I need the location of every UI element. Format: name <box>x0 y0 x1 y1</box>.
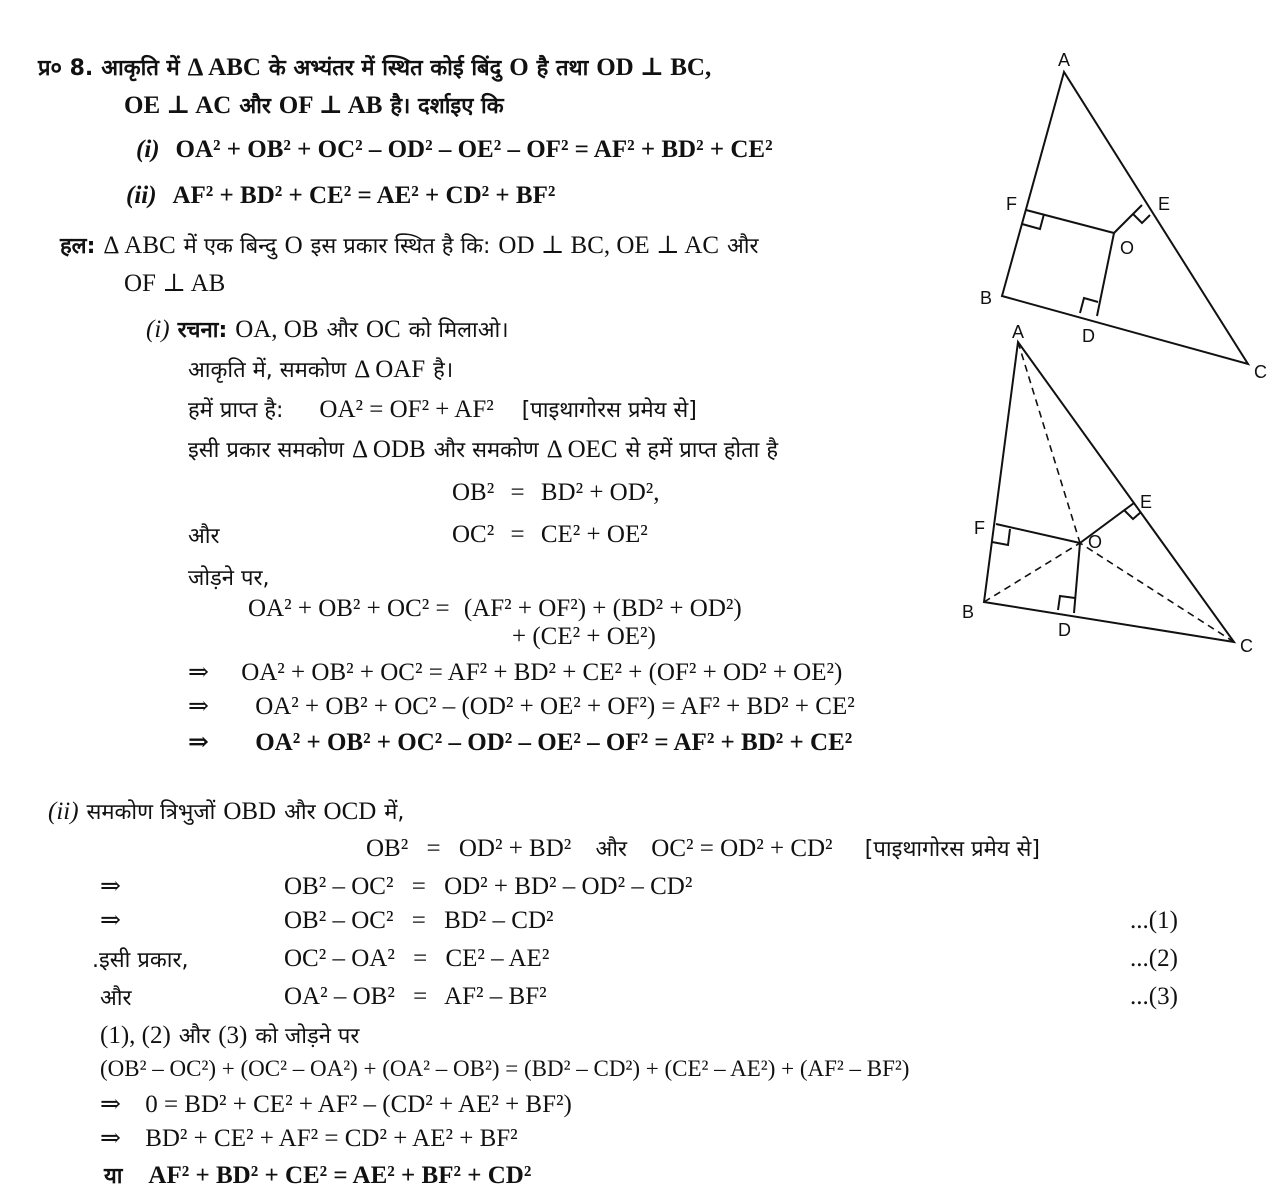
eq-rhs: (AF² + OF²) + (BD² + OD²) <box>463 595 742 622</box>
equation: BD² + CE² + AF² = CD² + AE² + BF² <box>145 1125 518 1152</box>
question-text: है तथा <box>536 56 589 81</box>
step-3 <box>188 728 852 758</box>
pythagoras-line <box>188 394 697 426</box>
point-label-o: O <box>1088 532 1103 552</box>
question-part-ii <box>126 180 555 211</box>
point-label-e: E <box>1158 194 1171 214</box>
question-math: Δ ABC <box>187 54 261 81</box>
math-text: OCD <box>323 798 377 825</box>
eq-rhs: AF² – BF² <box>444 983 547 1010</box>
step-2 <box>188 692 855 722</box>
part-ii-big-equation <box>100 1054 909 1084</box>
hindi-text: इस प्रकार स्थित है कि: <box>310 234 491 259</box>
question-number: प्र० 8. <box>38 56 94 81</box>
question-text: है। दर्शाइए कि <box>390 94 504 119</box>
equation: OA² + OB² + OC² – OD² – OE² – OF² = AF² + BD² + CE² <box>255 729 853 756</box>
eq-lhs: OB² <box>366 835 409 862</box>
hindi-text: और समकोण <box>433 438 539 463</box>
question-line-2 <box>124 90 504 122</box>
hindi-text: में एक बिन्दु <box>183 234 277 259</box>
part-ii-row-1 <box>366 834 1040 865</box>
reason-text: [पाइथागोरस प्रमेय से] <box>521 398 697 423</box>
equation: OA² + OB² + OC² – (OD² + OE² + OF²) = AF² + BD² + CE² <box>255 693 855 720</box>
hindi-text: और <box>727 234 759 259</box>
vertex-label-a: A <box>1058 50 1071 70</box>
dashed-line-ob <box>984 543 1080 602</box>
math-text: (3) <box>218 1022 248 1049</box>
part-ii-row-5-label <box>100 982 132 1014</box>
math-text: OA, OB <box>235 316 319 343</box>
implies-sign: ⇒ <box>100 1091 121 1118</box>
equation: OA² + OB² + OC² – OD² – OE² – OF² = AF² + BD² + CE² <box>175 136 773 163</box>
question-math: OD ⊥ BC, <box>596 54 712 81</box>
vertex-label-b: B <box>962 602 975 622</box>
eq-tag: ...(2) <box>1130 945 1178 972</box>
eq-lhs: OA² – OB² <box>284 983 395 1010</box>
hindi-text: हमें प्राप्त है: <box>188 398 284 423</box>
eq-tag: ...(1) <box>1130 907 1178 934</box>
math-text: (1), (2) <box>100 1022 171 1049</box>
eq-rhs: OD² + BD² – OD² – CD² <box>444 873 693 900</box>
equation-tag-1 <box>1130 906 1178 936</box>
point-label-f: F <box>1006 194 1017 214</box>
eq-sign: = <box>510 521 525 548</box>
hindi-text: आकृति में, समकोण <box>188 358 347 383</box>
eq-tag: ...(3) <box>1130 983 1178 1010</box>
adding-line <box>188 562 269 594</box>
eq-lhs: OB² <box>452 479 495 506</box>
eq-lhs: OB² – OC² <box>284 873 394 900</box>
vertex-label-c: C <box>1240 636 1253 656</box>
sum-line-1 <box>248 594 742 624</box>
final-equation: AF² + BD² + CE² = AE² + BF² + CD² <box>148 1162 532 1189</box>
part-ii-step-1 <box>100 1090 572 1120</box>
part-ii-row-4 <box>284 944 549 974</box>
part-ii-intro <box>48 796 404 828</box>
eq-lhs: OC² <box>452 521 495 548</box>
hindi-text: और <box>178 1024 211 1049</box>
dashed-line-oa <box>1018 342 1080 543</box>
question-text: और <box>239 94 271 119</box>
math-text: O <box>284 232 303 259</box>
perpendicular-od <box>1074 543 1080 613</box>
point-label-f: F <box>974 518 985 538</box>
part-ii-row-2 <box>284 872 692 902</box>
eq-sign: = <box>411 907 426 934</box>
right-angle-mark-d <box>1080 298 1098 313</box>
part-label: (ii) <box>126 182 157 209</box>
question-text: के अभ्यंतर में स्थित कोई बिंदु <box>268 56 502 81</box>
right-angle-mark-e <box>1133 214 1150 223</box>
question-line-1 <box>38 52 711 84</box>
reason-text: [पाइथागोरस प्रमेय से] <box>864 837 1040 862</box>
implies-sign: ⇒ <box>100 873 121 900</box>
part-label: (ii) <box>48 798 79 825</box>
math-text: OBD <box>223 798 277 825</box>
vertex-label-c: C <box>1254 362 1267 382</box>
part-ii-adding <box>100 1020 359 1052</box>
and-label <box>188 520 220 552</box>
question-text: आकृति में <box>101 56 180 81</box>
perpendicular-od <box>1097 233 1114 316</box>
triangle-figure-2 <box>958 318 1268 667</box>
eq-rhs: OD² + BD² <box>458 835 572 862</box>
dashed-line-oc <box>1080 543 1234 642</box>
question-math: O <box>509 54 529 81</box>
eq-rhs: CE² + OE² <box>540 521 648 548</box>
equation: OA² + OB² + OC² = AF² + BD² + CE² + (OF² + OD² + OE²) <box>241 659 843 686</box>
question-math: OE ⊥ AC <box>124 92 232 119</box>
part-ii-row-5 <box>284 982 547 1012</box>
eq-sign: = <box>426 835 441 862</box>
equation-tag-3 <box>1130 982 1178 1012</box>
eq-sign: = <box>411 873 426 900</box>
part-ii-final <box>104 1160 531 1192</box>
part-ii-step-2 <box>100 1124 518 1154</box>
hindi-text: और <box>326 318 359 343</box>
hindi-text: या <box>104 1164 123 1189</box>
point-label-d: D <box>1058 620 1071 640</box>
part-ii-row-3-sign <box>100 906 121 936</box>
triangle-abc <box>984 342 1234 642</box>
sum-line-2 <box>512 622 656 652</box>
similarly-line <box>188 434 778 466</box>
hindi-text: समकोण त्रिभुजों <box>86 800 216 825</box>
question-math: OF ⊥ AB <box>278 92 383 119</box>
hindi-text: से हमें प्राप्त होता है <box>625 438 779 463</box>
math-text: OF ⊥ AB <box>124 270 226 297</box>
part-ii-row-4-label <box>92 944 188 976</box>
solution-label: हल: <box>60 234 96 259</box>
math-text: Δ OAF <box>354 356 426 383</box>
hindi-text: .इसी प्रकार, <box>92 948 189 973</box>
hindi-text: को जोड़ने पर <box>255 1024 360 1049</box>
eq-sign: = <box>413 983 428 1010</box>
equation-oc <box>452 520 648 550</box>
implies-sign: ⇒ <box>188 693 209 720</box>
eq-rhs: BD² + OD², <box>540 479 660 506</box>
solution-intro-line-2 <box>124 268 225 299</box>
triangle-figure-2-svg <box>958 318 1268 663</box>
solution-intro-line-1 <box>60 230 759 262</box>
step-1 <box>188 658 842 688</box>
point-label-e: E <box>1140 492 1153 512</box>
question-part-i <box>136 134 773 165</box>
eq-sign: = <box>510 479 525 506</box>
math-text: Δ OEC <box>546 436 618 463</box>
right-triangle-line <box>188 354 453 386</box>
implies-sign: ⇒ <box>100 1125 121 1152</box>
equation: (OB² – OC²) + (OC² – OA²) + (OA² – OB²) = (BD² – CD²) + (CE² – AE²) + (AF² – BF²) <box>100 1056 910 1081</box>
eq-rhs: + (CE² + OE²) <box>512 623 656 650</box>
hindi-text: और <box>284 800 316 825</box>
hindi-text: जोड़ने पर, <box>188 566 270 591</box>
hindi-text: और <box>100 986 132 1011</box>
math-text: Δ ABC <box>103 232 176 259</box>
hindi-text: को मिलाओ। <box>408 318 509 343</box>
eq-sign: = <box>413 945 428 972</box>
eq-rhs: OC² = OD² + CD² <box>651 835 833 862</box>
vertex-label-a: A <box>1012 322 1025 342</box>
math-text: Δ ODB <box>351 436 426 463</box>
part-label: (i) <box>136 136 160 163</box>
eq-lhs: OB² – OC² <box>284 907 394 934</box>
hindi-text: और <box>595 837 628 862</box>
math-text: OC <box>365 316 401 343</box>
hindi-text: में, <box>384 800 405 825</box>
point-label-o: O <box>1120 238 1135 258</box>
part-label: (i) <box>146 316 170 343</box>
part-ii-row-3 <box>284 906 554 936</box>
eq-rhs: CE² – AE² <box>445 945 550 972</box>
right-angle-mark-f <box>992 529 1010 545</box>
equation: AF² + BD² + CE² = AE² + CD² + BF² <box>172 182 556 209</box>
construction-line <box>146 314 509 346</box>
right-angle-mark-d <box>1058 596 1075 610</box>
implies-sign: ⇒ <box>188 659 209 686</box>
eq-lhs: OC² – OA² <box>284 945 395 972</box>
equation: 0 = BD² + CE² + AF² – (CD² + AE² + BF²) <box>145 1091 572 1118</box>
hindi-text: और <box>188 524 220 549</box>
vertex-label-b: B <box>980 288 993 308</box>
equation-ob <box>452 478 660 508</box>
equation: OA² = OF² + AF² <box>319 396 494 423</box>
part-ii-row-2-sign <box>100 872 121 902</box>
right-angle-mark-e <box>1124 510 1141 519</box>
math-text: OD ⊥ BC, OE ⊥ AC <box>498 232 720 259</box>
equation-tag-2 <box>1130 944 1178 974</box>
hindi-text: इसी प्रकार समकोण <box>188 438 344 463</box>
eq-lhs: OA² + OB² + OC² = <box>248 595 450 622</box>
point-label-d: D <box>1082 326 1095 346</box>
implies-sign: ⇒ <box>188 729 209 756</box>
implies-sign: ⇒ <box>100 907 121 934</box>
eq-rhs: BD² – CD² <box>444 907 554 934</box>
hindi-text: रचना: <box>177 318 228 343</box>
hindi-text: है। <box>433 358 454 383</box>
right-angle-mark-f <box>1022 214 1044 229</box>
